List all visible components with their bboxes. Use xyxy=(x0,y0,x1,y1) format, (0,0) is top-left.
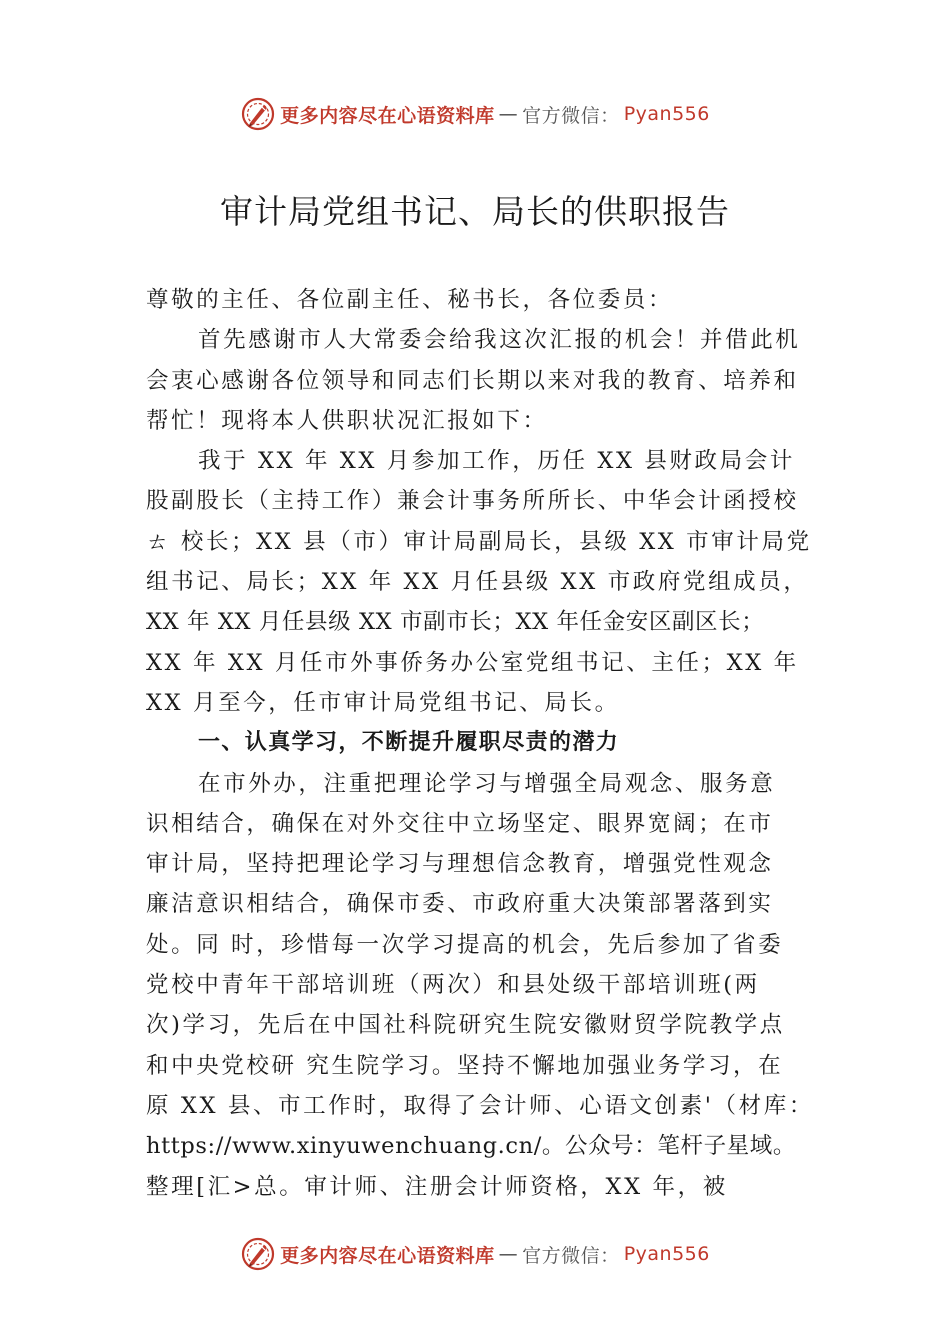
watermark-wechat-label: 官方微信： xyxy=(522,104,620,127)
body-line: 整理[汇>总。审计师、注册会计师资格，XX 年，被 xyxy=(146,1173,728,1200)
body-line: https://www.xinyuwenchuang.cn/。公众号：笔杆子星域。 xyxy=(146,1133,796,1160)
watermark-main-text: 更多内容尽在心语资料库 xyxy=(280,1244,495,1267)
section-heading: 一、认真学习，不断提升履职尽责的潜力 xyxy=(198,730,620,756)
salutation-line: 尊敬的主任、各位副主任、秘书长，各位委员： xyxy=(146,287,674,313)
body-line: 我于 XX 年 XX 月参加工作，历任 XX 县财政局会计 xyxy=(198,448,795,475)
watermark-main-text: 更多内容尽在心语资料库 xyxy=(280,104,495,127)
body-line: 会衷心感谢各位领导和同志们长期以来对我的教育、培养和 xyxy=(146,367,799,394)
body-line: 在市外办，注重把理论学习与增强全局观念、服务意 xyxy=(198,770,776,797)
footer-watermark xyxy=(0,1234,950,1274)
body-line: 识相结合，确保在对外交往中立场坚定、眼界宽阔；在市 xyxy=(146,810,774,837)
watermark-separator: — xyxy=(498,103,519,125)
pen-logo-icon xyxy=(240,96,276,132)
watermark-wechat-id: Pyan556 xyxy=(623,103,710,125)
watermark-wechat-label: 官方微信： xyxy=(522,1244,620,1267)
body-line: XX 月至今，任市审计局党组书记、局长。 xyxy=(146,689,620,716)
watermark-wechat-id: Pyan556 xyxy=(623,1243,710,1265)
body-line: XX 年 XX 月任市外事侨务办公室党组书记、主任；XX 年 xyxy=(146,649,799,676)
body-line: 廉洁意识相结合，确保市委、市政府重大决策部署落到实 xyxy=(146,891,774,918)
body-line: 组书记、局长；XX 年 XX 月任县级 XX 市政府党组成员， xyxy=(146,569,809,596)
document-title: 审计局党组书记、局长的供职报告 xyxy=(220,192,730,231)
body-line: XX 年 XX 月任县级 XX 市副市长；XX 年任金安区副区长； xyxy=(146,609,765,636)
body-line: 和中央党校研 究生院学习。坚持不懈地加强业务学习，在 xyxy=(146,1052,784,1079)
body-line: 原 XX 县、市工作时，取得了会计师、心语文创素'（材库： xyxy=(146,1092,814,1119)
body-line: 处。同 时，珍惜每一次学习提高的机会，先后参加了省委 xyxy=(146,931,784,958)
pen-logo-icon xyxy=(240,1236,276,1272)
body-line: 股副股长（主持工作）兼会计事务所所长、中华会计函授校 xyxy=(146,488,799,515)
body-line: 帮忙！现将本人供职状况汇报如下： xyxy=(146,407,548,434)
body-line: 审计局，坚持把理论学习与理想信念教育，增强党性观念 xyxy=(146,851,774,878)
document-body xyxy=(146,280,816,1207)
body-line: ㄊ 校长；XX 县（市）审计局副局长，县级 XX 市审计局党 xyxy=(146,528,812,555)
watermark-separator: — xyxy=(498,1243,519,1265)
body-line: 首先感谢市人大常委会给我这次汇报的机会！并借此机 xyxy=(198,327,801,354)
body-line: 次)学习，先后在中国社科院研究生院安徽财贸学院教学点 xyxy=(146,1012,785,1039)
body-line: 党校中青年干部培训班（两次）和县处级干部培训班(两 xyxy=(146,972,760,999)
header-watermark xyxy=(0,94,950,134)
